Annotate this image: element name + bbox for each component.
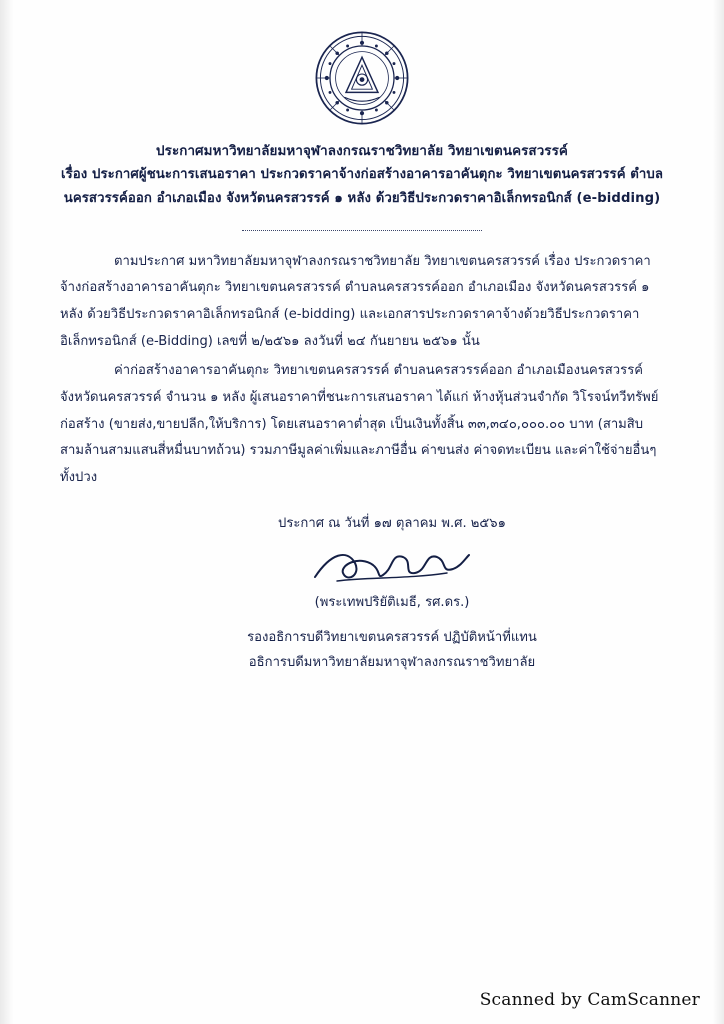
emblem-container [60, 30, 664, 130]
university-seal-icon [314, 30, 410, 130]
title-line-1: ประกาศมหาวิทยาลัยมหาจุฬาลงกรณราชวิทยาลัย วิทยาเขตนครสวรรค์ [156, 144, 568, 159]
scan-edge-right [712, 0, 724, 1024]
scanner-watermark: Scanned by CamScanner [479, 990, 700, 1010]
divider-rule [242, 229, 482, 231]
document-title [60, 140, 664, 210]
title-line-2: เรื่อง ประกาศผู้ชนะการเสนอราคา ประกวดราคาจ้างก่อสร้างอาคารอาคันตุกะ วิทยาเขตนครสวรรค์ ตำบล [60, 167, 664, 183]
signature-block [60, 543, 664, 676]
paragraph-2-text: ค่าก่อสร้างอาคารอาคันตุกะ วิทยาเขตนครสวรรค์ ตำบลนครสวรรค์ออก อำเภอเมืองนครสวรรค์ จังหวัดนครสวรรค์ จำนวน ๑ หลัง ผู้เสนอราคาที่ชนะการเสนอราคา ได้แก่ ห้างหุ้นส่วนจำกัด วิโรจน์ทวีทรัพย์ ก่อสร้าง (ขายส่ง,ขายปลีก,ให้บริการ) โดยเสนอราคาต่ำสุด เป็นเงินทั้งสิ้น ๓๓,๓๔๐,๐๐๐.๐๐ บาท (สามสิบสามล้านสามแสนสี่หมื่นบาทถ้วน) รวมภาษีมูลค่าเพิ่มและภาษีอื่น ค่าขนส่ง ค่าจดทะเบียน และค่าใช้จ่ายอื่นๆ ทั้งปวง [60, 362, 659, 486]
title-line-3: นครสวรรค์ออก อำเภอเมือง จังหวัดนครสวรรค์ ๑ หลัง ด้วยวิธีประกวดราคาอิเล็กทรอนิกส์ (e-bidding) [63, 190, 661, 206]
scan-edge-left [0, 0, 14, 1024]
announcement-date: ประกาศ ณ วันที่ ๑๗ ตุลาคม พ.ศ. ๒๕๖๑ [278, 516, 506, 532]
paragraph-1-text: ตามประกาศ มหาวิทยาลัยมหาจุฬาลงกรณราชวิทยาลัย วิทยาเขตนครสวรรค์ เรื่อง ประกวดราคาจ้างก่อสร้างอาคารอาคันตุกะ วิทยาเขตนครสวรรค์ ตำบลนครสวรรค์ออก อำเภอเมือง จังหวัดนครสวรรค์ ๑ หลัง ด้วยวิธีประกวดราคาอิเล็กทรอนิกส์ (e-bidding) และเอกสารประกวดราคาจ้างด้วยวิธีประกวดราคาอิเล็กทรอนิกส์ (e-Bidding) เลขที่ ๒/๒๕๖๑ ลงวันที่ ๒๔ กันยายน ๒๕๖๑ นั้น [60, 253, 651, 350]
document-content [60, 249, 664, 492]
document-body [60, 30, 664, 676]
signer-name: (พระเทพปริยัติเมธี, รศ.ดร.) [314, 595, 470, 611]
handwritten-signature-icon [120, 543, 664, 589]
signer-role-line-2: อธิการบดีมหาวิทยาลัยมหาจุฬาลงกรณราชวิทยาลัย [248, 654, 536, 670]
signer-role [120, 626, 664, 676]
paragraph-1 [60, 249, 664, 356]
title-divider [60, 216, 664, 235]
paragraph-2 [60, 358, 664, 492]
signer-role-line-1: รองอธิการบดีวิทยาเขตนครสวรรค์ ปฏิบัติหน้าที่แทน [247, 630, 537, 646]
